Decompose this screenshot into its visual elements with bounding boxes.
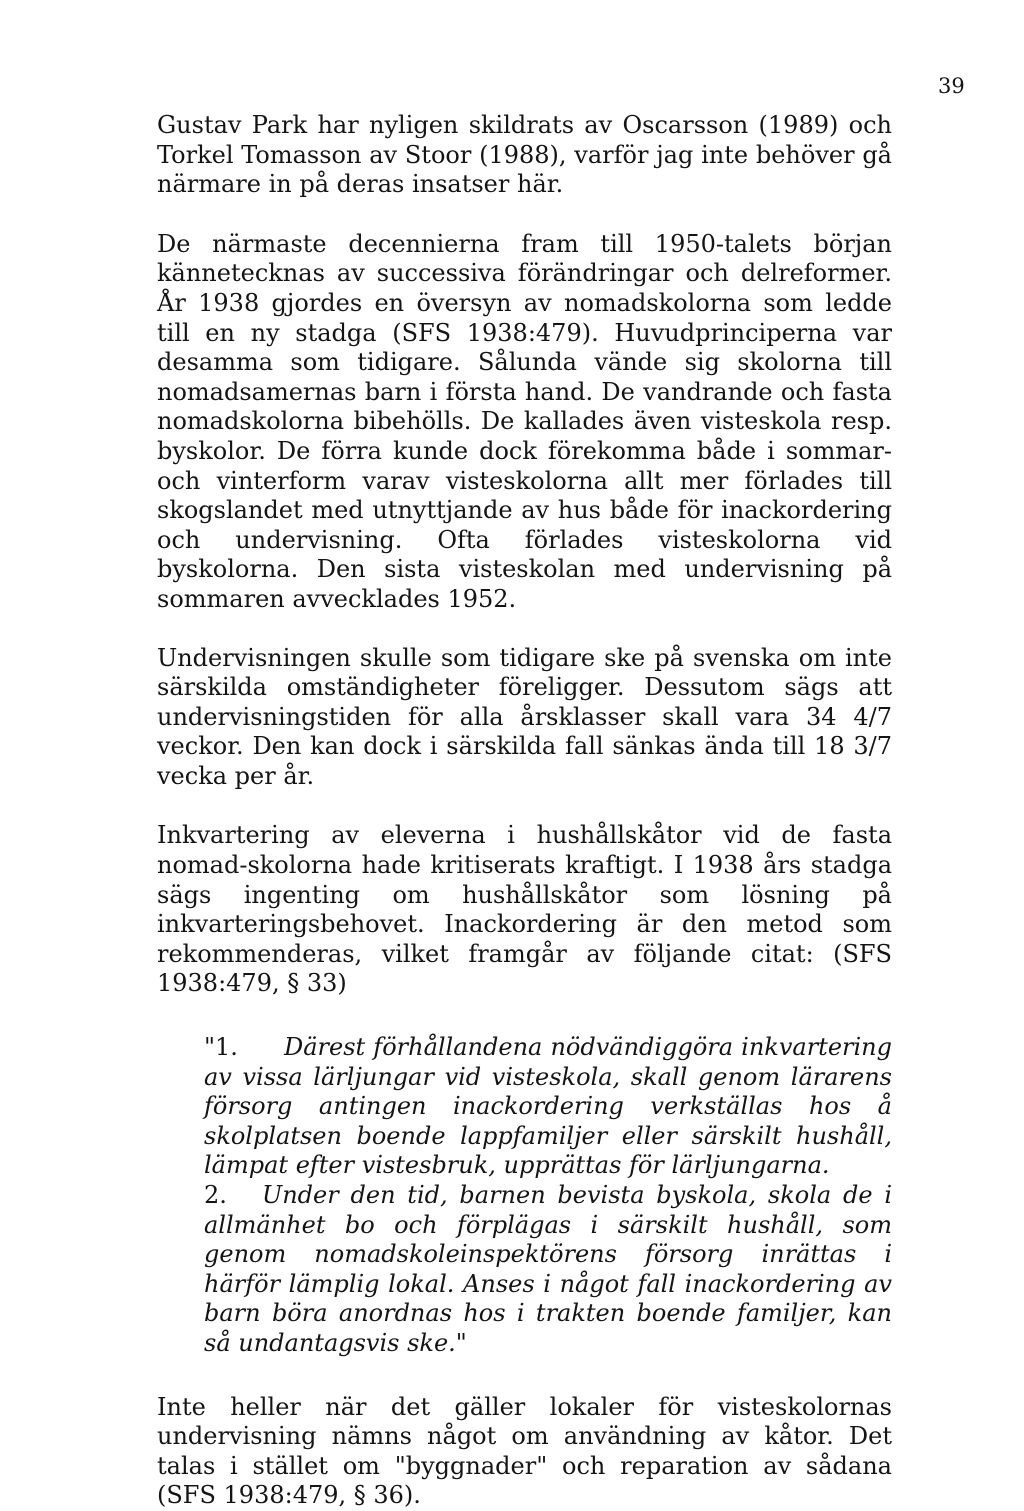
paragraph-reform-1938: De närmaste decennierna fram till 1950-talets början kännetecknas av successiva förändringar och delreformer. År 1938 gjordes en översyn av nomadskolorna som ledde till en ny stadga (SFS 1938:479). Huvudprinciperna var desamma som tidigare. Sålunda vände sig skolorna till nomadsamernas barn i första hand. De vandrande och fasta nomadskolorna bibehölls. De kallades även visteskola resp. byskolor. De förra kunde dock förekomma både i sommar- och vinterform varav visteskolorna allt mer förlades till skogslandet med utnyttjande av hus både för inackordering och undervisning. Ofta förlades visteskolorna vid byskolorna. Den sista visteskolan med undervisning på sommaren avvecklades 1952. — [157, 229, 892, 613]
quote-item-2 — [204, 1181, 892, 1359]
paragraph-premises: Inte heller när det gäller lokaler för visteskolornas undervisning nämns något om användning av kåtor. Det talas i stället om "byggnader" och reparation av sådana (SFS 1938:479, § 36). — [157, 1392, 892, 1510]
body-text — [157, 111, 892, 1511]
quote-item-1-text: Därest förhållandena nödvändiggöra inkvartering av vissa lärljungar vid visteskola, skall genom lärarens försorg antingen inackordering verkställas hos å skolplatsen boende lappfamiljer eller särskilt hushåll, lämpat efter vistesbruk, upprättas för lärljungarna. — [204, 1033, 892, 1180]
quote-item-1 — [204, 1033, 892, 1181]
page-number: 39 — [938, 74, 965, 98]
quote-item-2-text: Under den tid, barnen bevista byskola, skola de i allmänhet bo och förplägas i särskilt hushåll, som genom nomadskoleinspektörens försorg inrättas i härför lämplig lokal. Anses i något fall inackordering av barn böra anordnas hos i trakten boende familjer, kan så undantagsvis ske." — [204, 1181, 892, 1357]
paragraph-park-tomasson: Gustav Park har nyligen skildrats av Oscarsson (1989) och Torkel Tomasson av Stoor (1988), varför jag inte behöver gå närmare in på deras insatser här. — [157, 111, 892, 199]
quote-item-2-number: 2. — [204, 1181, 227, 1209]
quote-item-1-number: "1. — [204, 1033, 238, 1062]
paragraph-teaching-language: Undervisningen skulle som tidigare ske på svenska om inte särskilda omständigheter föreligger. Dessutom sägs att undervisningstiden för alla årsklasser skall vara 34 4/7 veckor. Den kan dock i särskilda fall sänkas ända till 18 3/7 vecka per år. — [157, 643, 892, 790]
statute-quote — [204, 1033, 892, 1359]
paragraph-lodging: Inkvartering av eleverna i hushållskåtor vid de fasta nomad-skolorna hade kritiserats kraftigt. I 1938 års stadga sägs ingenting om hushållskåtor som lösning på inkvarteringsbehovet. Inackordering är den metod som rekommenderas, vilket framgår av följande citat: (SFS 1938:479, § 33) — [157, 821, 892, 998]
